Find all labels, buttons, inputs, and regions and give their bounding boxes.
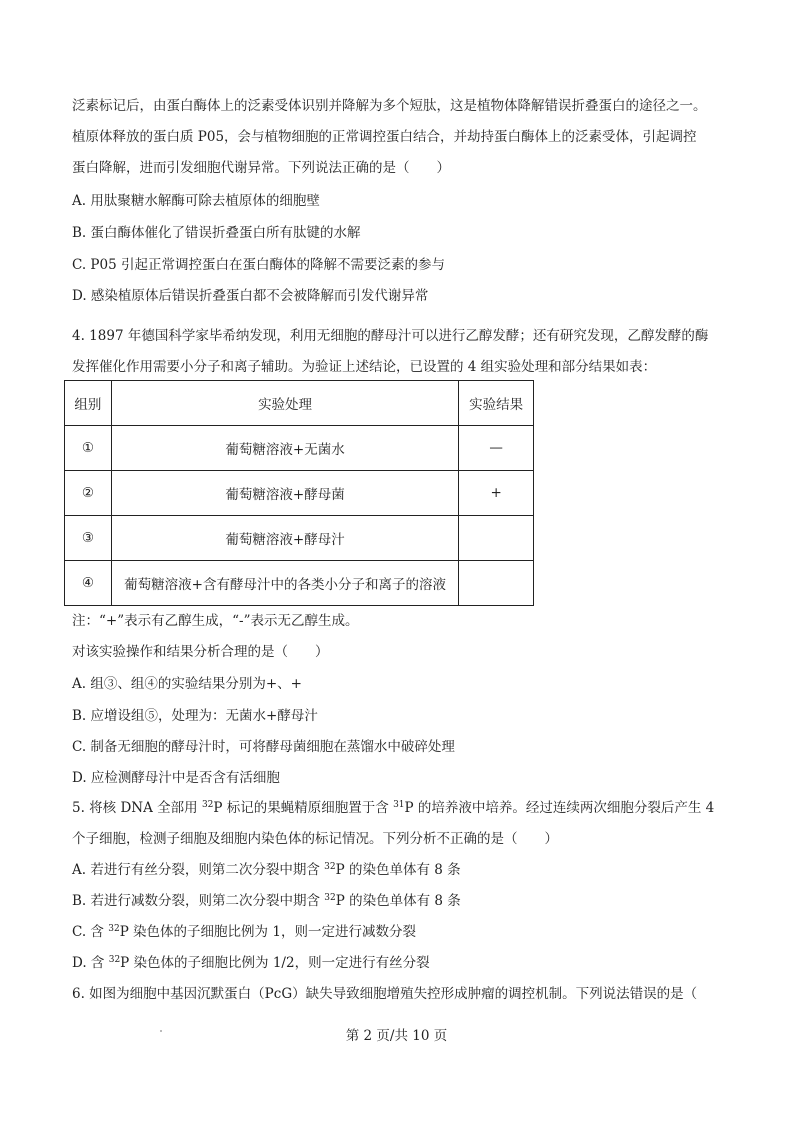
q5-line-1 xyxy=(72,799,724,817)
q4-option-d: D. 应检测酵母汁中是否含有活细胞 xyxy=(72,770,280,786)
table-row xyxy=(65,516,534,561)
option-text: P 染色体的子细胞比例为 1/2，则一定进行有丝分裂 xyxy=(120,955,430,971)
q5-option-a xyxy=(72,861,461,879)
q4-option-c: C. 制备无细胞的酵母汁时，可将酵母菌细胞在蒸馏水中破碎处理 xyxy=(72,739,455,755)
option-text: P 的染色单体有 8 条 xyxy=(335,893,461,909)
q3-option-b: B. 蛋白酶体催化了错误折叠蛋白所有肽键的水解 xyxy=(72,225,361,241)
q3-line-2: 植原体释放的蛋白质 P05，会与植物细胞的正常调控蛋白结合，并劫持蛋白酶体上的泛素受体，引起调控 xyxy=(72,129,697,145)
table-cell-group: ③ xyxy=(65,516,112,561)
q5-line-2: 个子细胞，检测子细胞及细胞内染色体的标记情况。下列分析不正确的是（ ） xyxy=(72,831,558,847)
table-cell-treatment: 葡萄糖溶液+酵母汁 xyxy=(111,516,458,561)
table-row xyxy=(65,426,534,471)
table-cell-treatment: 葡萄糖溶液+无菌水 xyxy=(111,426,458,471)
q6-line-1: 6. 如图为细胞中基因沉默蛋白（PcG）缺失导致细胞增殖失控形成肿瘤的调控机制。下列说法错误的是（ xyxy=(72,986,698,1002)
experiment-table xyxy=(64,380,534,606)
q5-text: P 的培养液中培养。经过连续两次细胞分裂后产生 4 xyxy=(404,800,715,816)
q5-option-b xyxy=(72,892,461,910)
table-header-group: 组别 xyxy=(65,381,112,426)
q3-option-d: D. 感染植原体后错误折叠蛋白都不会被降解而引发代谢异常 xyxy=(72,288,429,304)
isotope-superscript: 31 xyxy=(393,800,405,810)
table-cell-result xyxy=(459,516,534,561)
q4-option-b: B. 应增设组⑤，处理为：无菌水+酵母汁 xyxy=(72,708,318,724)
table-cell-result: — xyxy=(459,426,534,471)
table-row xyxy=(65,471,534,516)
q5-text: P 标记的果蝇精原细胞置于含 xyxy=(213,800,394,816)
option-text: D. 含 xyxy=(72,955,109,971)
table-cell-result xyxy=(459,561,534,606)
table-cell-treatment: 葡萄糖溶液+含有酵母汁中的各类小分子和离子的溶液 xyxy=(111,561,458,606)
option-text: P 染色体的子细胞比例为 1，则一定进行减数分裂 xyxy=(119,924,416,940)
isotope-superscript: 32 xyxy=(108,955,121,965)
table-cell-result: + xyxy=(459,471,534,516)
isotope-superscript: 32 xyxy=(324,862,336,872)
table-cell-group: ① xyxy=(65,426,112,471)
isotope-superscript: 32 xyxy=(108,924,120,934)
q3-line-3: 蛋白降解，进而引发细胞代谢异常。下列说法正确的是（ ） xyxy=(72,160,450,176)
option-text: B. 若进行减数分裂，则第二次分裂中期含 xyxy=(72,893,325,909)
table-cell-group: ② xyxy=(65,471,112,516)
q3-line-1: 泛素标记后，由蛋白酶体上的泛素受体识别并降解为多个短肽，这是植物体降解错误折叠蛋白的途径之一。 xyxy=(72,98,707,114)
q4-stem: 对该实验操作和结果分析合理的是（ ） xyxy=(72,644,329,660)
table-cell-group: ④ xyxy=(65,561,112,606)
table-row xyxy=(65,561,534,606)
q5-option-d xyxy=(72,954,430,972)
q4-line-2: 发挥催化作用需要小分子和离子辅助。为验证上述结论，已设置的 4 组实验处理和部分结果如表： xyxy=(72,359,657,375)
q3-option-c: C. P05 引起正常调控蛋白在蛋白酶体的降解不需要泛素的参与 xyxy=(72,257,445,273)
q4-line-1: 4. 1897 年德国科学家毕希纳发现，利用无细胞的酵母汁可以进行乙醇发酵；还有研究发现，乙醇发酵的酶 xyxy=(72,328,709,344)
isotope-superscript: 32 xyxy=(324,893,336,903)
option-text: C. 含 xyxy=(72,924,109,940)
table-header-result: 实验结果 xyxy=(459,381,534,426)
option-text: A. 若进行有丝分裂，则第二次分裂中期含 xyxy=(72,862,325,878)
q3-option-a: A. 用肽聚糖水解酶可除去植原体的细胞壁 xyxy=(72,193,320,209)
q5-option-c xyxy=(72,923,416,941)
isotope-superscript: 32 xyxy=(201,800,214,810)
table-cell-treatment: 葡萄糖溶液+酵母菌 xyxy=(111,471,458,516)
table-header-treatment: 实验处理 xyxy=(111,381,458,426)
q5-text: 5. 将核 DNA 全部用 xyxy=(72,800,202,816)
page-footer: 第 2 页/共 10 页 xyxy=(345,1028,448,1044)
option-text: P 的染色单体有 8 条 xyxy=(335,862,461,878)
q4-note: 注：“+”表示有乙醇生成，“-”表示无乙醇生成。 xyxy=(72,613,359,629)
q4-option-a: A. 组③、组④的实验结果分别为+、+ xyxy=(72,676,302,692)
table-header-row xyxy=(65,381,534,426)
